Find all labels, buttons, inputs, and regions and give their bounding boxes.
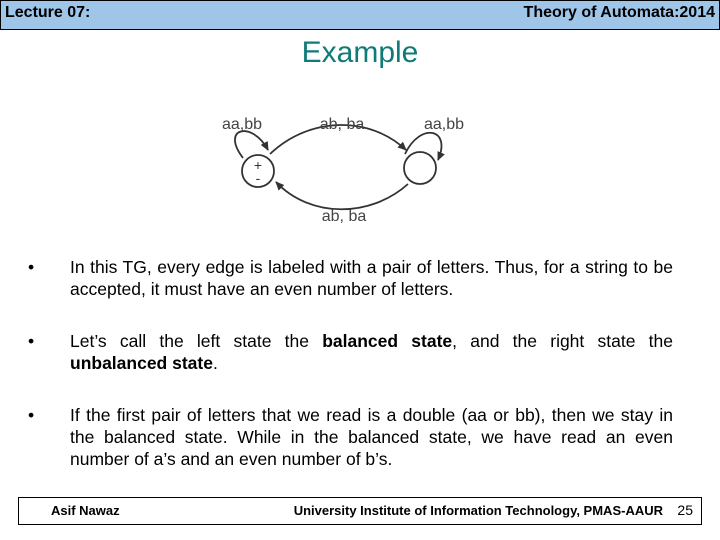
- footer-bar: [18, 497, 702, 525]
- bullet-text: If the first pair of letters that we read is a double (aa or bb), then we stay in the balanced state. While in the balanced state, we have read an even number of a’s and an even number of b’s.: [70, 405, 673, 469]
- slide-title: Example: [301, 36, 419, 69]
- course-label: Theory of Automata:2014: [523, 4, 715, 21]
- state-minus-mark: -: [255, 170, 261, 186]
- lecture-label: Lecture 07:: [5, 4, 91, 21]
- bullet-text-part: Let’s call the left state the: [70, 331, 323, 351]
- bullet-item: [28, 256, 673, 300]
- bullet-text-part: , and the right state the: [452, 331, 674, 351]
- unbalanced-state: [404, 152, 436, 184]
- bullet-text-part: .: [212, 353, 218, 373]
- bullet-marker: •: [28, 331, 35, 351]
- footer-author: Asif Nawaz: [51, 503, 120, 518]
- right-loop-label: aa,bb: [423, 116, 465, 133]
- bottom-edge: [276, 182, 408, 209]
- bullet-marker: •: [28, 257, 35, 277]
- bullet-item: [28, 404, 673, 470]
- transition-graph-diagram: [200, 106, 520, 231]
- page-number: 25: [677, 502, 693, 518]
- state-plus-mark: +: [253, 157, 263, 173]
- bullet-marker: •: [28, 405, 35, 425]
- left-loop-label: aa,bb: [221, 116, 263, 133]
- bullet-bold-term: unbalanced state: [70, 353, 213, 373]
- header-bar: [0, 0, 720, 30]
- bullet-bold-term: balanced state: [322, 331, 453, 351]
- bottom-edge-label: ab, ba: [321, 208, 367, 225]
- top-edge-label: ab, ba: [319, 116, 365, 133]
- bullet-text: In this TG, every edge is labeled with a pair of letters. Thus, for a string to be accepted, it must have an even number of letters.: [70, 257, 673, 299]
- left-self-loop: [235, 131, 268, 158]
- bullet-item: [28, 330, 673, 374]
- bullet-list: [28, 256, 673, 500]
- footer-institution: University Institute of Information Technology, PMAS-AAUR: [293, 503, 663, 518]
